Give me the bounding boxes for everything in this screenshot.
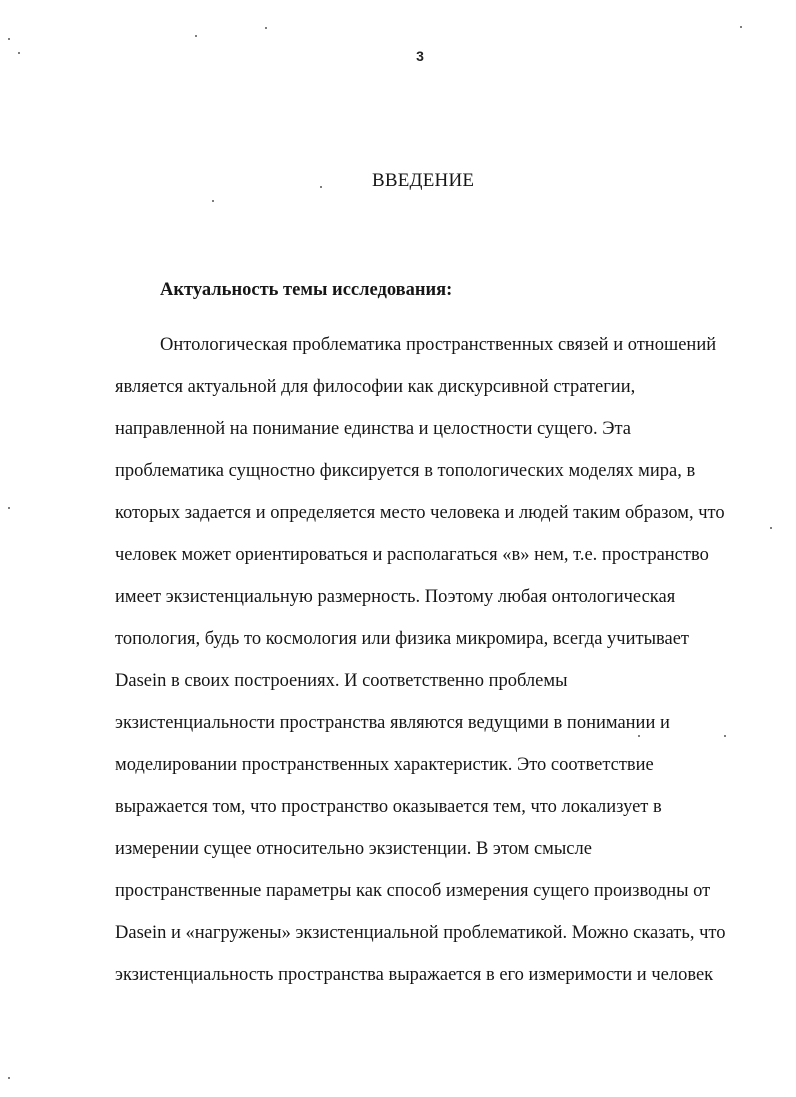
section-heading: ВВЕДЕНИЕ xyxy=(372,170,475,191)
scan-speck xyxy=(195,35,197,37)
paragraph-line: топология, будь то космология или физика микромира, всегда учитывает xyxy=(115,629,690,649)
paragraph-line: направленной на понимание единства и целостности сущего. Эта xyxy=(115,419,632,439)
paragraph-line: Dasein в своих построениях. И соответственно проблемы xyxy=(115,671,568,691)
paragraph-line: экзистенциальности пространства являются ведущими в понимании и xyxy=(115,713,670,733)
paragraph-line: является актуальной для философии как дискурсивной стратегии, xyxy=(115,377,636,397)
scan-speck xyxy=(740,26,742,28)
paragraph-line: измерении сущее относительно экзистенции. В этом смысле xyxy=(115,839,592,859)
paragraph-line: имеет экзистенциальную размерность. Поэтому любая онтологическая xyxy=(115,587,676,607)
scan-speck xyxy=(724,735,726,737)
page-number: 3 xyxy=(416,48,424,64)
paragraph-line: Онтологическая проблематика пространственных связей и отношений xyxy=(160,335,717,355)
paragraph-line: экзистенциальность пространства выражается в его измеримости и человек xyxy=(115,965,714,985)
scan-speck xyxy=(638,735,640,737)
paragraph-line: проблематика сущностно фиксируется в топологических моделях мира, в xyxy=(115,461,696,481)
scan-speck xyxy=(8,38,10,40)
scan-speck xyxy=(8,507,10,509)
scan-speck xyxy=(212,200,214,202)
scan-speck xyxy=(770,527,772,529)
paragraph-line: пространственные параметры как способ измерения сущего производны от xyxy=(115,881,711,901)
scan-speck xyxy=(320,186,322,188)
paragraph-line: выражается том, что пространство оказывается тем, что локализует в xyxy=(115,797,662,817)
paragraph-line: человек может ориентироваться и располагаться «в» нем, т.е. пространство xyxy=(115,545,709,565)
scan-speck xyxy=(8,1077,10,1079)
paragraph-line: которых задается и определяется место человека и людей таким образом, что xyxy=(115,503,725,523)
scan-speck xyxy=(18,52,20,54)
paragraph-line: Dasein и «нагружены» экзистенциальной проблематикой. Можно сказать, что xyxy=(115,923,726,943)
scan-speck xyxy=(265,27,267,29)
subsection-heading: Актуальность темы исследования: xyxy=(160,280,453,300)
paragraph-line: моделировании пространственных характеристик. Это соответствие xyxy=(115,755,654,775)
